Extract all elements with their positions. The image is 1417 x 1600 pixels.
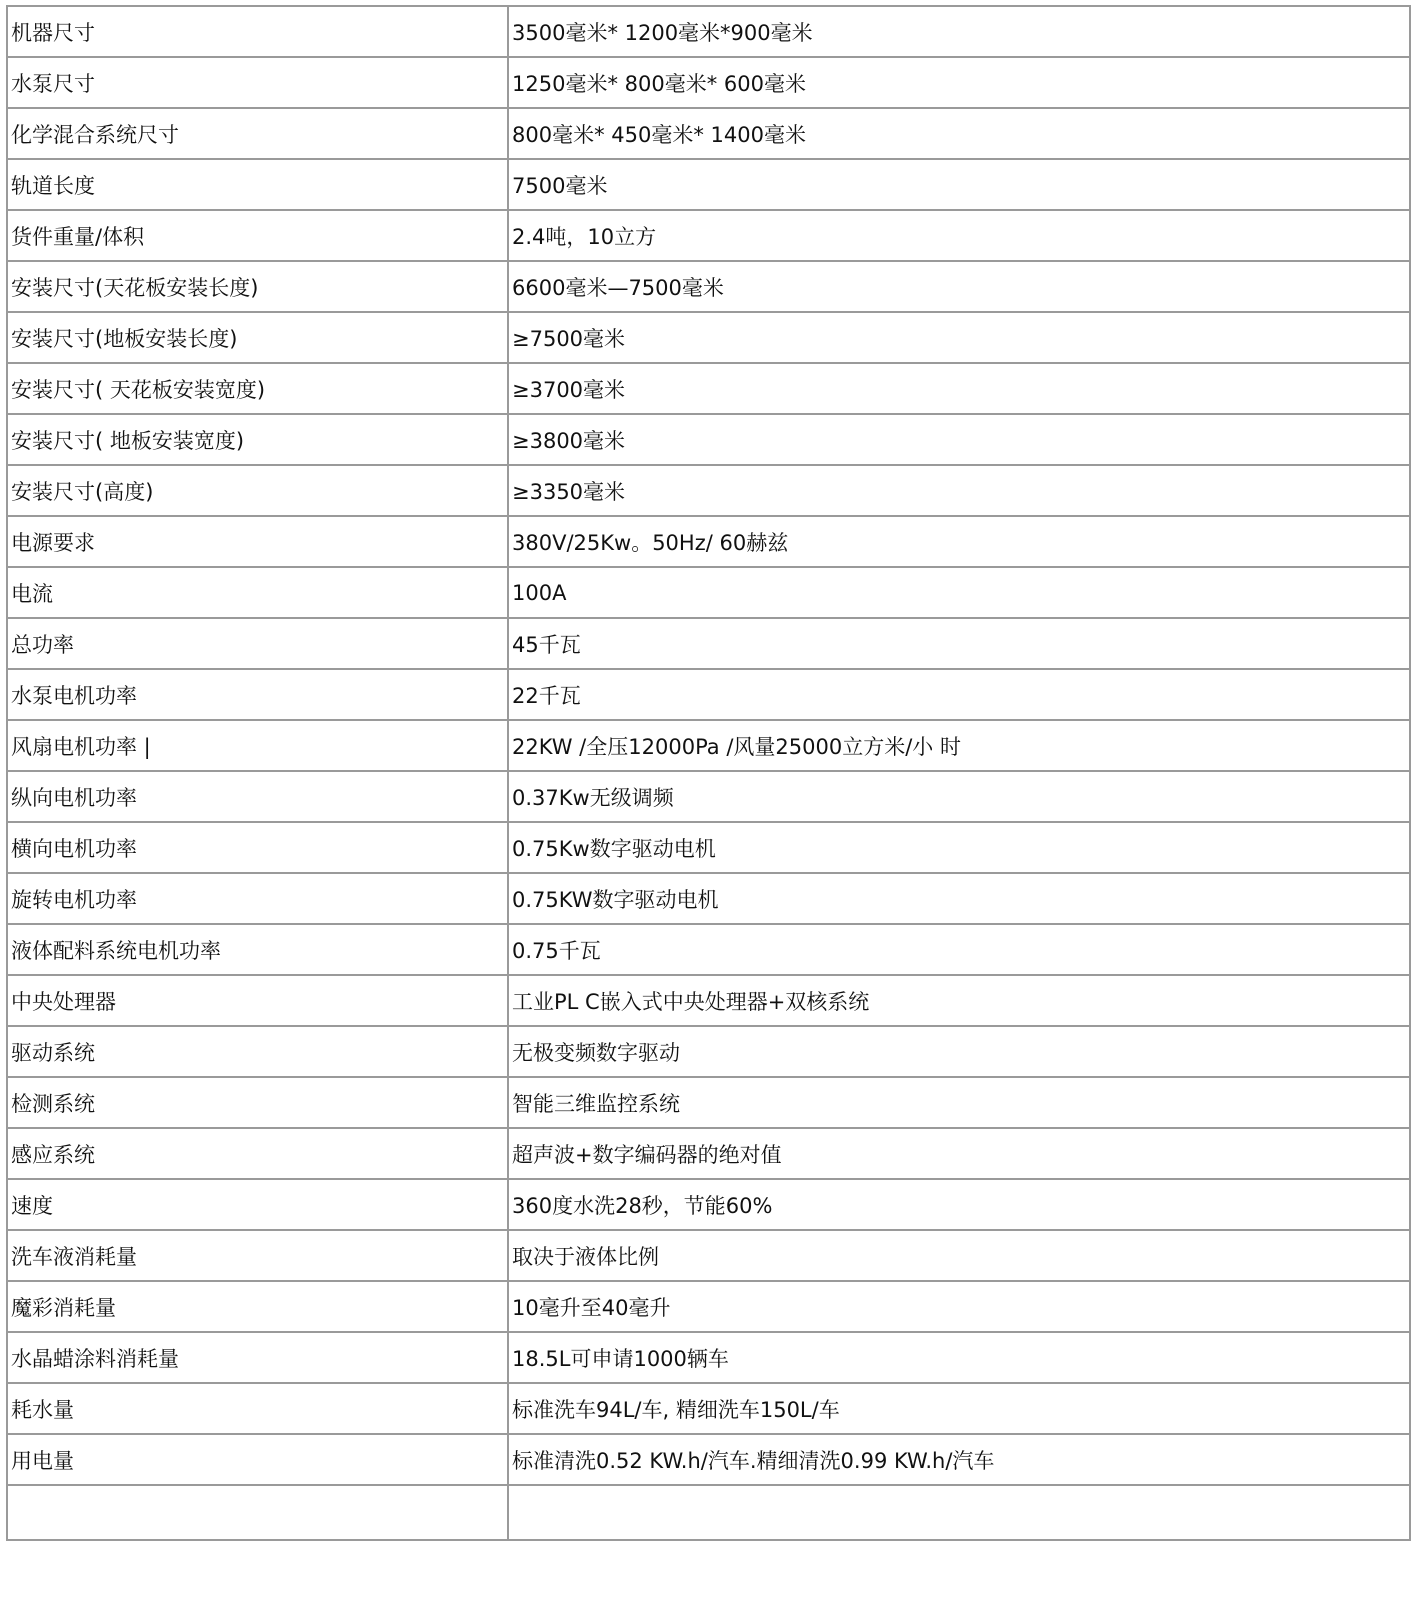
table-row xyxy=(7,873,1410,924)
table-row xyxy=(7,1128,1410,1179)
table-row xyxy=(7,975,1410,1026)
spec-table-body xyxy=(7,6,1410,1540)
spec-label-cell: 轨道长度 xyxy=(7,159,508,210)
spec-label-cell: 耗水量 xyxy=(7,1383,508,1434)
spec-label-cell: 货件重量/体积 xyxy=(7,210,508,261)
spec-label-cell: 安装尺寸(地板安装长度) xyxy=(7,312,508,363)
table-row xyxy=(7,261,1410,312)
spec-label-cell: 总功率 xyxy=(7,618,508,669)
spec-label-cell: 水泵电机功率 xyxy=(7,669,508,720)
spec-value-cell: 800毫米* 450毫米* 1400毫米 xyxy=(508,108,1410,159)
table-row xyxy=(7,1485,1410,1540)
spec-value-cell: 0.37Kw无级调频 xyxy=(508,771,1410,822)
spec-label-cell: 电源要求 xyxy=(7,516,508,567)
spec-label-cell xyxy=(7,1485,508,1540)
spec-value-cell: 7500毫米 xyxy=(508,159,1410,210)
spec-label-cell: 风扇电机功率 | xyxy=(7,720,508,771)
spec-label-cell: 旋转电机功率 xyxy=(7,873,508,924)
spec-value-cell: 22KW /全压12000Pa /风量25000立方米/小 时 xyxy=(508,720,1410,771)
spec-value-cell: 无极变频数字驱动 xyxy=(508,1026,1410,1077)
spec-value-cell: 22千瓦 xyxy=(508,669,1410,720)
spec-value-cell: 工业PL C嵌入式中央处理器+双核系统 xyxy=(508,975,1410,1026)
spec-value-cell: 智能三维监控系统 xyxy=(508,1077,1410,1128)
table-row xyxy=(7,1179,1410,1230)
spec-label-cell: 中央处理器 xyxy=(7,975,508,1026)
table-row xyxy=(7,720,1410,771)
spec-label-cell: 水泵尺寸 xyxy=(7,57,508,108)
table-row xyxy=(7,1281,1410,1332)
table-row xyxy=(7,669,1410,720)
table-row xyxy=(7,1383,1410,1434)
spec-value-cell: ≥3700毫米 xyxy=(508,363,1410,414)
table-row xyxy=(7,516,1410,567)
spec-label-cell: 安装尺寸(高度) xyxy=(7,465,508,516)
spec-label-cell: 安装尺寸( 地板安装宽度) xyxy=(7,414,508,465)
spec-value-cell: 0.75Kw数字驱动电机 xyxy=(508,822,1410,873)
table-row xyxy=(7,1434,1410,1485)
table-row xyxy=(7,363,1410,414)
spec-value-cell: 18.5L可申请1000辆车 xyxy=(508,1332,1410,1383)
spec-value-cell: 取决于液体比例 xyxy=(508,1230,1410,1281)
table-row xyxy=(7,567,1410,618)
table-row xyxy=(7,312,1410,363)
spec-value-cell: 45千瓦 xyxy=(508,618,1410,669)
spec-value-cell: 0.75KW数字驱动电机 xyxy=(508,873,1410,924)
table-row xyxy=(7,414,1410,465)
spec-label-cell: 驱动系统 xyxy=(7,1026,508,1077)
spec-label-cell: 水晶蜡涂料消耗量 xyxy=(7,1332,508,1383)
spec-label-cell: 用电量 xyxy=(7,1434,508,1485)
spec-table xyxy=(6,5,1411,1541)
table-row xyxy=(7,1077,1410,1128)
spec-value-cell: 3500毫米* 1200毫米*900毫米 xyxy=(508,6,1410,57)
table-row xyxy=(7,57,1410,108)
table-row xyxy=(7,1230,1410,1281)
spec-value-cell xyxy=(508,1485,1410,1540)
spec-value-cell: ≥7500毫米 xyxy=(508,312,1410,363)
table-row xyxy=(7,1332,1410,1383)
spec-label-cell: 安装尺寸(天花板安装长度) xyxy=(7,261,508,312)
spec-value-cell: 0.75千瓦 xyxy=(508,924,1410,975)
spec-value-cell: 380V/25Kw。50Hz/ 60赫兹 xyxy=(508,516,1410,567)
table-row xyxy=(7,822,1410,873)
spec-label-cell: 电流 xyxy=(7,567,508,618)
table-row xyxy=(7,1026,1410,1077)
table-row xyxy=(7,6,1410,57)
table-row xyxy=(7,618,1410,669)
table-row xyxy=(7,210,1410,261)
spec-label-cell: 检测系统 xyxy=(7,1077,508,1128)
spec-value-cell: 2.4吨，10立方 xyxy=(508,210,1410,261)
spec-label-cell: 速度 xyxy=(7,1179,508,1230)
spec-value-cell: 标准洗车94L/车, 精细洗车150L/车 xyxy=(508,1383,1410,1434)
table-row xyxy=(7,108,1410,159)
spec-value-cell: 360度水洗28秒，节能60% xyxy=(508,1179,1410,1230)
table-row xyxy=(7,924,1410,975)
spec-label-cell: 液体配料系统电机功率 xyxy=(7,924,508,975)
spec-value-cell: 10毫升至40毫升 xyxy=(508,1281,1410,1332)
spec-label-cell: 化学混合系统尺寸 xyxy=(7,108,508,159)
spec-value-cell: ≥3800毫米 xyxy=(508,414,1410,465)
spec-label-cell: 横向电机功率 xyxy=(7,822,508,873)
table-row xyxy=(7,465,1410,516)
spec-value-cell: 超声波+数字编码器的绝对值 xyxy=(508,1128,1410,1179)
spec-label-cell: 洗车液消耗量 xyxy=(7,1230,508,1281)
spec-label-cell: 机器尺寸 xyxy=(7,6,508,57)
spec-label-cell: 安装尺寸( 天花板安装宽度) xyxy=(7,363,508,414)
spec-value-cell: 1250毫米* 800毫米* 600毫米 xyxy=(508,57,1410,108)
spec-label-cell: 感应系统 xyxy=(7,1128,508,1179)
spec-label-cell: 纵向电机功率 xyxy=(7,771,508,822)
spec-value-cell: ≥3350毫米 xyxy=(508,465,1410,516)
spec-value-cell: 6600毫米—7500毫米 xyxy=(508,261,1410,312)
spec-value-cell: 100A xyxy=(508,567,1410,618)
spec-label-cell: 魔彩消耗量 xyxy=(7,1281,508,1332)
spec-value-cell: 标准清洗0.52 KW.h/汽车.精细清洗0.99 KW.h/汽车 xyxy=(508,1434,1410,1485)
table-row xyxy=(7,771,1410,822)
table-row xyxy=(7,159,1410,210)
